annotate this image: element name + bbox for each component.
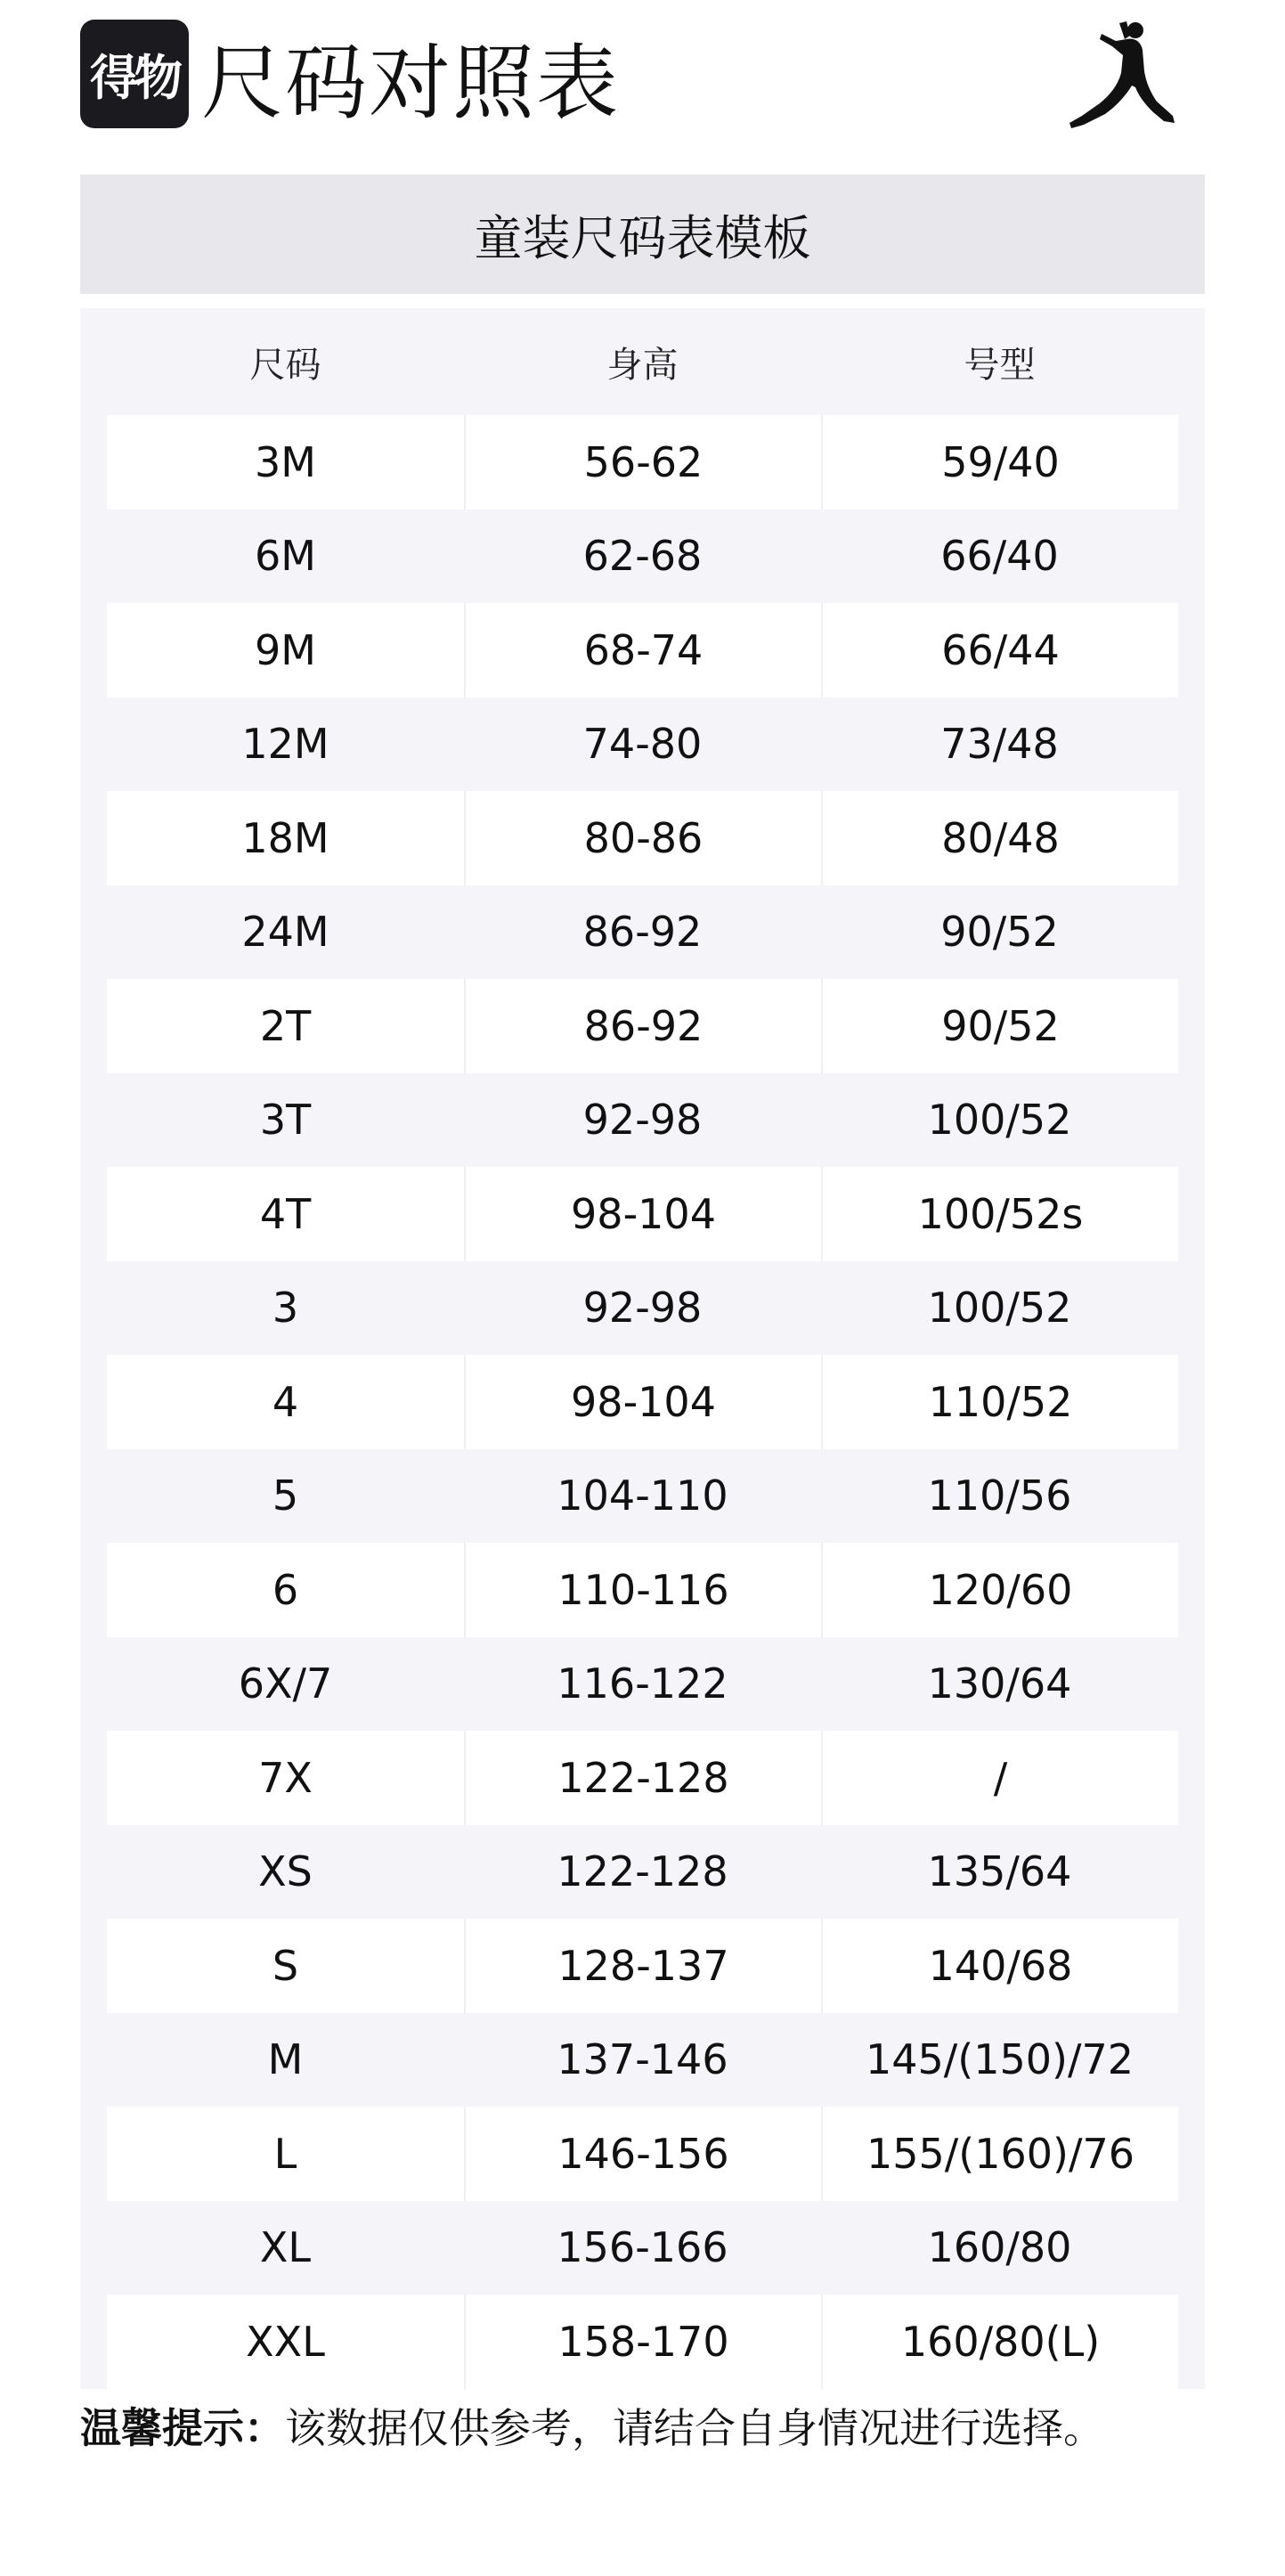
spec-cell: 155/(160)/76 <box>821 2107 1178 2201</box>
spec-cell: 73/48 <box>940 720 1059 769</box>
height-cell: 56-62 <box>464 415 821 509</box>
spec-cell: 145/(150)/72 <box>865 2035 1135 2084</box>
size-cell: 6M <box>255 532 316 581</box>
spec-cell: 110/56 <box>927 1471 1072 1520</box>
header <box>80 20 1205 144</box>
size-cell: 7X <box>258 1753 313 1802</box>
size-cell: 24M <box>241 908 329 957</box>
height-cell: 62-68 <box>582 532 703 581</box>
height-cell: 158-170 <box>464 2295 821 2389</box>
tip-note <box>80 2396 1205 2458</box>
table-row <box>107 1919 1178 2013</box>
jumpman-logo-icon <box>1064 20 1180 132</box>
table-row <box>107 2107 1178 2201</box>
spec-cell: 66/40 <box>940 532 1059 581</box>
spec-cell: 66/44 <box>821 603 1178 697</box>
height-cell: 68-74 <box>464 603 821 697</box>
size-table <box>80 308 1205 2389</box>
column-header-size: 尺码 <box>249 344 321 386</box>
spec-cell: 90/52 <box>940 908 1059 957</box>
height-cell: 98-104 <box>464 1355 821 1449</box>
size-cell: XS <box>258 1847 313 1896</box>
height-cell: 128-137 <box>464 1919 821 2013</box>
height-cell: 92-98 <box>582 1284 703 1333</box>
size-cell: 6 <box>272 1565 299 1614</box>
height-cell: 146-156 <box>464 2107 821 2201</box>
spec-cell: 135/64 <box>927 1847 1072 1896</box>
height-cell: 104-110 <box>557 1471 728 1520</box>
table-title: 童装尺码表模板 <box>80 175 1205 294</box>
size-cell: 12M <box>241 720 329 769</box>
table-row <box>107 1073 1178 1168</box>
height-cell: 86-92 <box>464 979 821 1073</box>
spec-cell: 100/52s <box>821 1167 1178 1261</box>
table-row <box>107 1449 1178 1544</box>
table-row <box>107 603 1178 697</box>
size-cell: 5 <box>272 1471 299 1520</box>
size-cell: 18M <box>241 813 329 862</box>
table-row <box>107 2013 1178 2107</box>
spec-cell: 59/40 <box>821 415 1178 509</box>
height-cell: 110-116 <box>464 1543 821 1637</box>
height-cell: 98-104 <box>464 1167 821 1261</box>
height-cell: 116-122 <box>557 1659 728 1708</box>
table-row <box>107 979 1178 1073</box>
table-row <box>107 1167 1178 1261</box>
page-title: 尺码对照表 <box>201 36 621 131</box>
height-cell: 156-166 <box>557 2223 728 2272</box>
table-row <box>107 2201 1178 2295</box>
spec-cell: 100/52 <box>927 1096 1072 1145</box>
size-cell: M <box>267 2035 304 2084</box>
table-row <box>107 791 1178 885</box>
table-row <box>107 2295 1178 2389</box>
size-cell: 3 <box>272 1284 299 1333</box>
spec-cell: / <box>821 1731 1178 1825</box>
size-cell: 6X/7 <box>238 1659 333 1708</box>
spec-cell: 140/68 <box>821 1919 1178 2013</box>
size-cell: 3M <box>255 437 316 486</box>
size-cell: 2T <box>259 1001 312 1050</box>
spec-cell: 120/60 <box>821 1543 1178 1637</box>
column-header-spec: 号型 <box>964 344 1036 386</box>
height-cell: 92-98 <box>582 1096 703 1145</box>
table-row <box>107 509 1178 604</box>
size-cell: 3T <box>259 1096 312 1145</box>
spec-cell: 100/52 <box>927 1284 1072 1333</box>
table-row <box>107 885 1178 980</box>
height-cell: 137-146 <box>557 2035 728 2084</box>
table-row <box>107 415 1178 509</box>
table-row <box>107 1825 1178 1920</box>
table-row <box>107 1355 1178 1449</box>
dewu-logo: 得物 <box>80 20 189 128</box>
table-body <box>107 415 1178 2389</box>
height-cell: 122-128 <box>557 1847 728 1896</box>
height-cell: 86-92 <box>582 908 703 957</box>
spec-cell: 90/52 <box>821 979 1178 1073</box>
size-cell: S <box>272 1941 299 1990</box>
size-cell: 4 <box>272 1377 299 1426</box>
tip-text: 该数据仅供参考，请结合自身情况进行选择。 <box>285 2404 1104 2452</box>
size-cell: XL <box>259 2223 312 2272</box>
spec-cell: 110/52 <box>821 1355 1178 1449</box>
spec-cell: 130/64 <box>927 1659 1072 1708</box>
spec-cell: 160/80 <box>927 2223 1072 2272</box>
table-row <box>107 1543 1178 1637</box>
tip-label: 温馨提示： <box>80 2404 285 2452</box>
spec-cell: 80/48 <box>821 791 1178 885</box>
size-cell: XXL <box>246 2317 325 2366</box>
size-cell: 9M <box>255 625 316 674</box>
height-cell: 80-86 <box>464 791 821 885</box>
size-cell: L <box>273 2129 297 2178</box>
size-cell: 4T <box>259 1189 312 1238</box>
spec-cell: 160/80(L) <box>821 2295 1178 2389</box>
column-header-height: 身高 <box>606 344 679 386</box>
table-row <box>107 1637 1178 1732</box>
table-row <box>107 697 1178 792</box>
height-cell: 122-128 <box>464 1731 821 1825</box>
height-cell: 74-80 <box>582 720 703 769</box>
table-row <box>107 1261 1178 1356</box>
table-row <box>107 1731 1178 1825</box>
